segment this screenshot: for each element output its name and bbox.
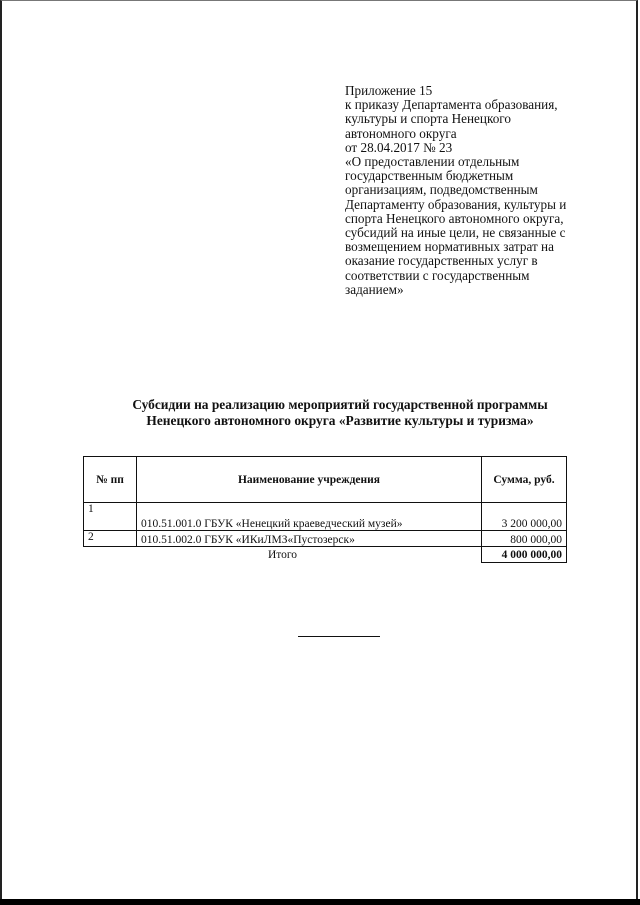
row-name: 010.51.002.0 ГБУК «ИКиЛМЗ«Пустозерск» [137, 531, 482, 547]
header-sum: Сумма, руб. [482, 457, 567, 503]
document-title [60, 397, 620, 429]
appendix-line: организациям, подведомственным [345, 182, 538, 198]
appendix-line: «О предоставлении отдельным [345, 154, 520, 170]
row-num: 1 [84, 503, 137, 531]
appendix-line: государственным бюджетным [345, 168, 514, 184]
appendix-line: субсидий на иные цели, не связанные с [345, 225, 566, 241]
table-row [84, 531, 567, 547]
row-sum: 3 200 000,00 [482, 503, 567, 531]
title-line-2: Ненецкого автономного округа «Развитие культуры и туризма» [146, 413, 534, 428]
subsidies-table [83, 456, 567, 563]
appendix-line: Приложение 15 [345, 83, 433, 98]
appendix-note [345, 84, 595, 297]
row-num: 2 [84, 531, 137, 547]
total-sum: 4 000 000,00 [482, 547, 567, 563]
appendix-line: спорта Ненецкого автономного округа, [345, 210, 564, 226]
total-label: Итого [84, 547, 482, 563]
table-total-row [84, 547, 567, 563]
appendix-line: заданием» [345, 281, 404, 297]
header-name: Наименование учреждения [137, 457, 482, 503]
appendix-line: Департаменту образования, культуры и [345, 196, 567, 212]
header-num: № пп [84, 457, 137, 503]
appendix-line: оказание государственных услуг в [345, 253, 538, 269]
appendix-line: возмещением нормативных затрат на [345, 239, 554, 255]
scan-bottom-edge [0, 899, 640, 905]
closing-divider [298, 636, 380, 637]
title-line-1: Субсидии на реализацию мероприятий государственной программы [132, 397, 548, 412]
row-sum: 800 000,00 [482, 531, 567, 547]
appendix-line: культуры и спорта Ненецкого [345, 111, 511, 127]
appendix-line: к приказу Департамента образования, [345, 97, 558, 113]
appendix-line: соответствии с государственным [345, 267, 530, 283]
appendix-line: от 28.04.2017 № 23 [345, 139, 453, 155]
row-name: 010.51.001.0 ГБУК «Ненецкий краеведческий музей» [137, 503, 482, 531]
appendix-line: автономного округа [345, 125, 457, 141]
table-header-row [84, 457, 567, 503]
table-row [84, 503, 567, 531]
